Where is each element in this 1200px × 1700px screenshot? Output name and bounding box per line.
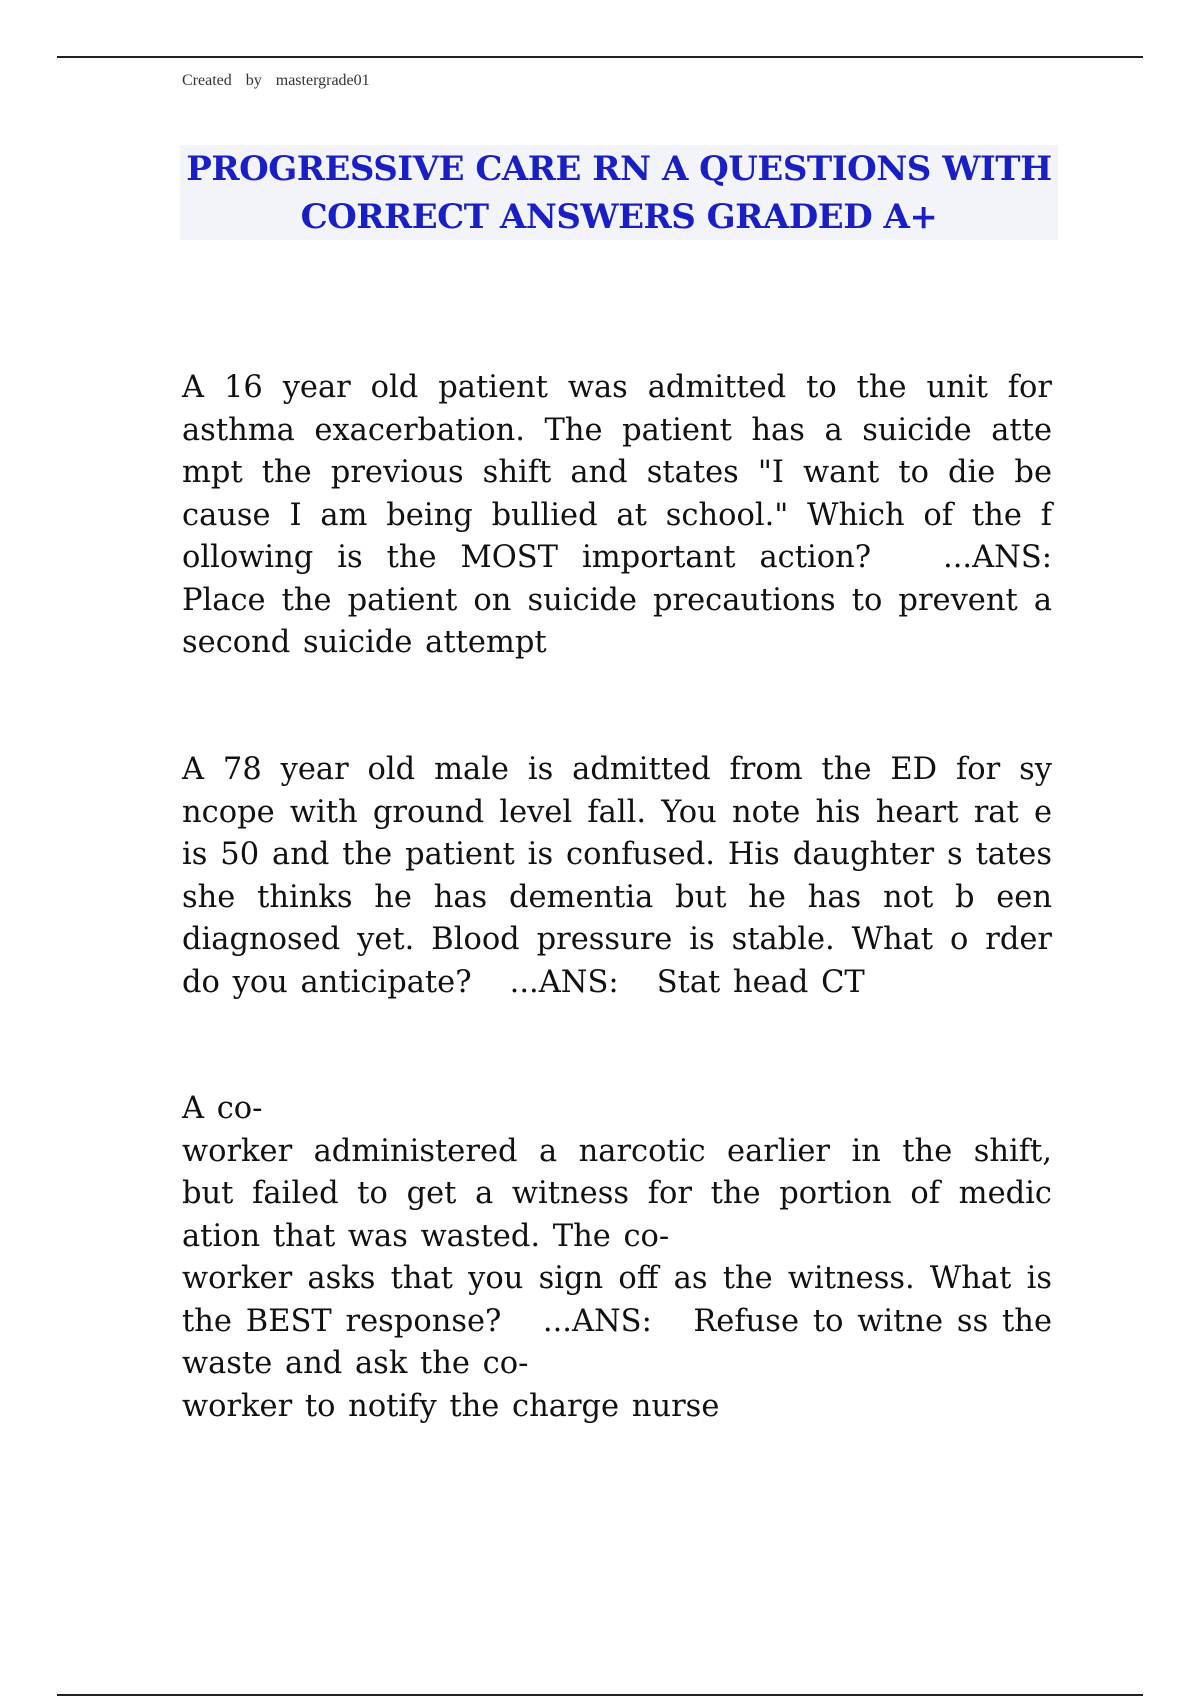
question-answer-1: A 16 year old patient was admitted to the unit for asthma exacerbation. The patient has a suicide atte mpt the previous shift and states "I want to die be cause I am being bullied at school." Which of the f ollowing is the MOST important action? ...ANS: Place the patient on suicide precautions to prevent a second suicide attempt [182,370,1078,660]
top-rule [57,56,1143,58]
created-by-label: Created by mastergrade01 [182,72,370,89]
question-answer-2: A 78 year old male is admitted from the ED for sy ncope with ground level fall. You note his heart rat e is 50 and the patient is confused. His daughter s tates she thinks he has dementia but he has not b een diagnosed yet. Blood pressure is stable. What o rder do you anticipate? ...ANS: Stat head CT [182,752,1065,1000]
title-banner [180,145,1058,240]
document-title: PROGRESSIVE CARE RN A QUESTIONS WITH CORRECT ANSWERS GRADED A+ [186,148,1052,237]
question-answer-3: A co- worker administered a narcotic earlier in the shift, but failed to get a witness for the portion of medic ation that was wasted. The co- worker asks that you sign off as the witness. What is the BEST response? ...ANS: Refuse to witne ss the waste and ask the co- worker to notify the charge nurse [182,1091,1052,1424]
bottom-rule [57,1694,1143,1696]
